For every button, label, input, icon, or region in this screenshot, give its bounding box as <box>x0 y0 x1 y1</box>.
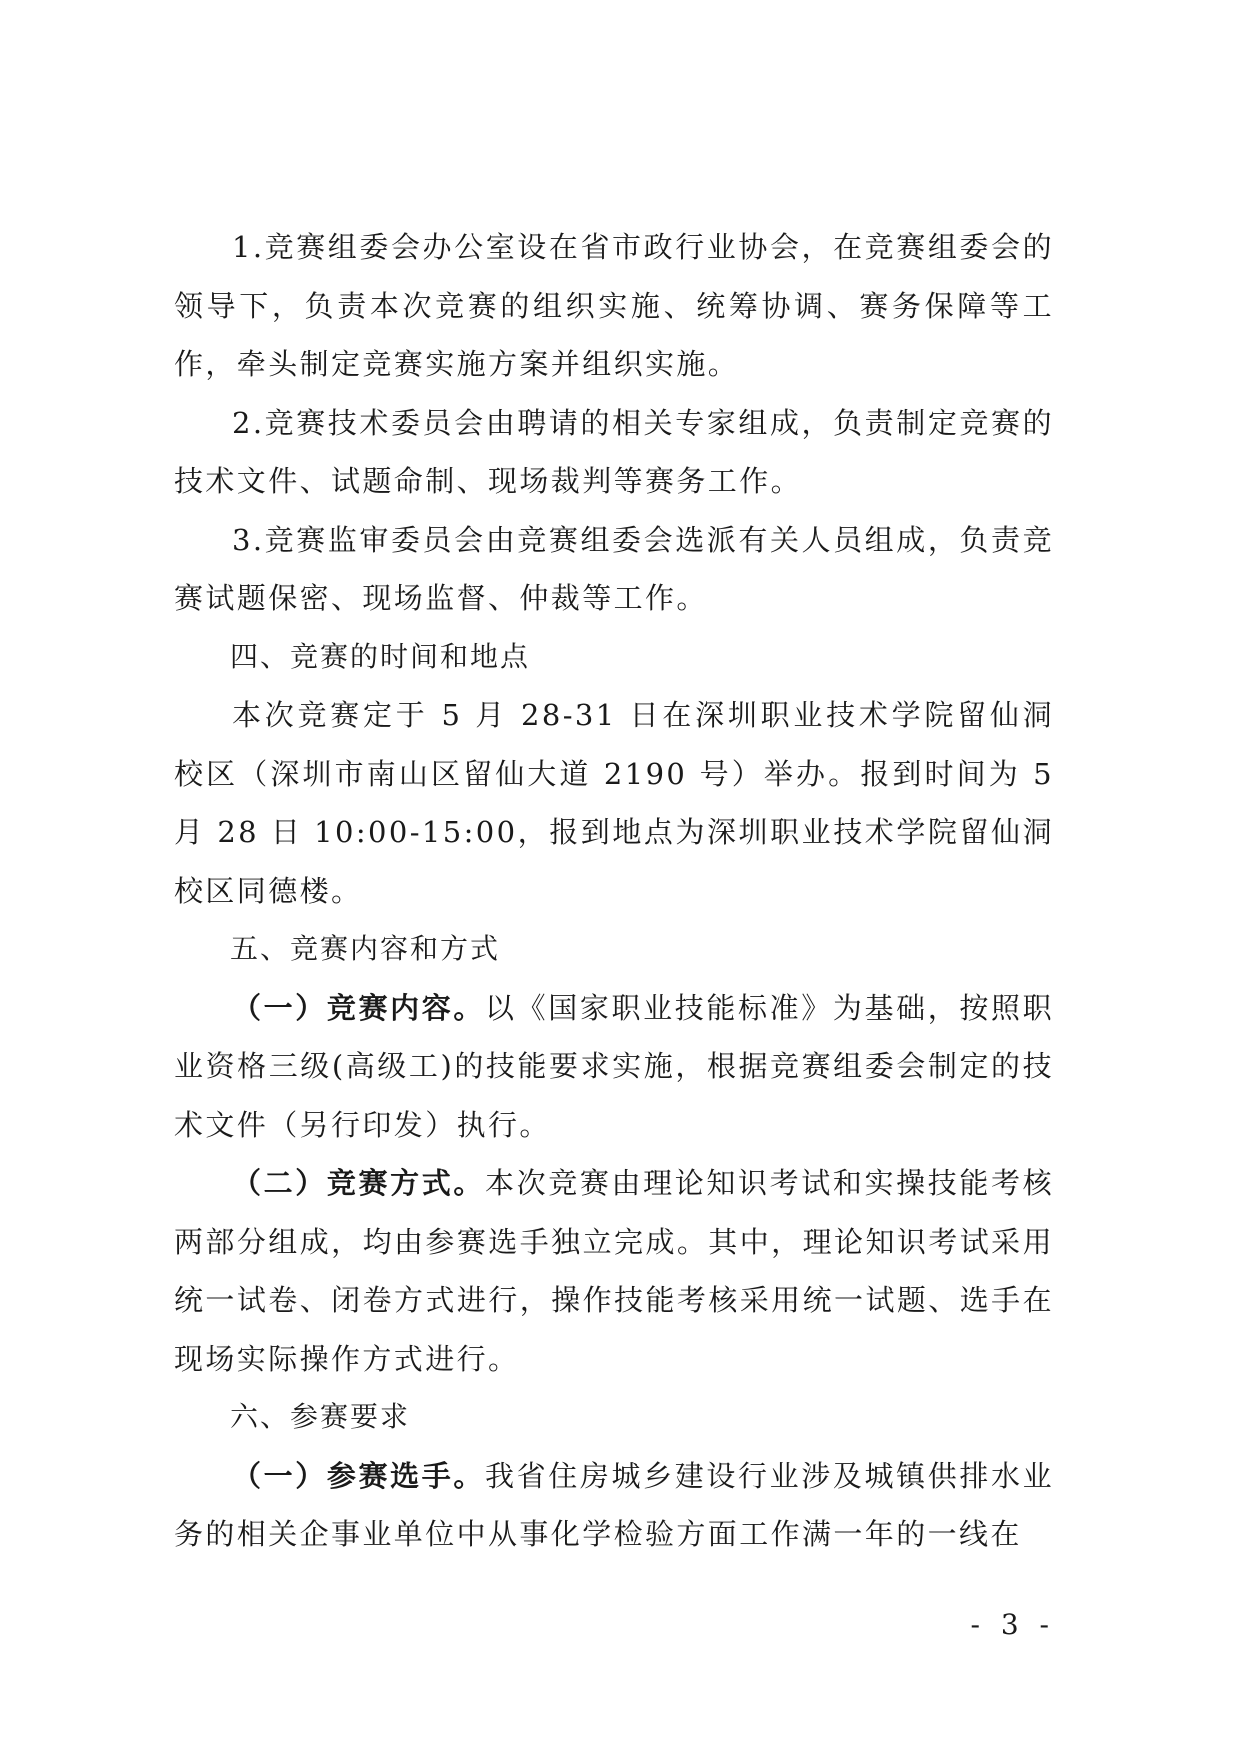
text-competition-method: 本次竞赛由理论知识考试和实操技能考核两部分组成，均由参赛选手独立完成。其中，理论知识考试采用统一试卷、闭卷方式进行，操作技能考核采用统一试题、选手在现场实际操作方式进行。 <box>174 1166 1055 1376</box>
document-body <box>174 218 1054 1564</box>
paragraph-time-place: 本次竞赛定于 5 月 28-31 日在深圳职业技术学院留仙洞校区（深圳市南山区留仙大道 2190 号）举办。报到时间为 5 月 28 日 10:00-15:00，报到地点为深圳职业技术学院留仙洞校区同德楼。 <box>174 698 1054 908</box>
subheading-contestants: （一）参赛选手。 <box>232 1458 485 1493</box>
subheading-competition-method: （二）竞赛方式。 <box>232 1166 485 1200</box>
subheading-competition-content: （一）竞赛内容。 <box>232 990 485 1025</box>
page-number: - 3 - <box>970 1608 1055 1641</box>
paragraph-competition-method <box>174 1154 1054 1388</box>
paragraph-contestants <box>174 1447 1054 1564</box>
paragraph-competition-content <box>174 979 1054 1155</box>
text-competition-content: 以《国家职业技能标准》为基础，按照职业资格三级(高级工)的技能要求实施，根据竞赛组委会制定的技术文件（另行印发）执行。 <box>174 990 1055 1142</box>
section-heading-requirements: 六、参赛要求 <box>230 1400 411 1433</box>
paragraph-technical-committee: 2.竞赛技术委员会由聘请的相关专家组成，负责制定竞赛的技术文件、试题命制、现场裁判等赛务工作。 <box>174 405 1054 498</box>
section-heading-time-place: 四、竞赛的时间和地点 <box>230 639 531 673</box>
section-heading-content-method: 五、竞赛内容和方式 <box>230 932 501 965</box>
paragraph-supervision-committee: 3.竞赛监审委员会由竞赛组委会选派有关人员组成，负责竞赛试题保密、现场监督、仲裁等工作。 <box>174 522 1054 615</box>
paragraph-organizing-office: 1.竞赛组委会办公室设在省市政行业协会，在竞赛组委会的领导下，负责本次竞赛的组织实施、统筹协调、赛务保障等工作，牵头制定竞赛实施方案并组织实施。 <box>174 230 1054 381</box>
text-contestants: 我省住房城乡建设行业涉及城镇供排水业务的相关企事业单位中从事化学检验方面工作满一年的一线在 <box>174 1458 1055 1551</box>
